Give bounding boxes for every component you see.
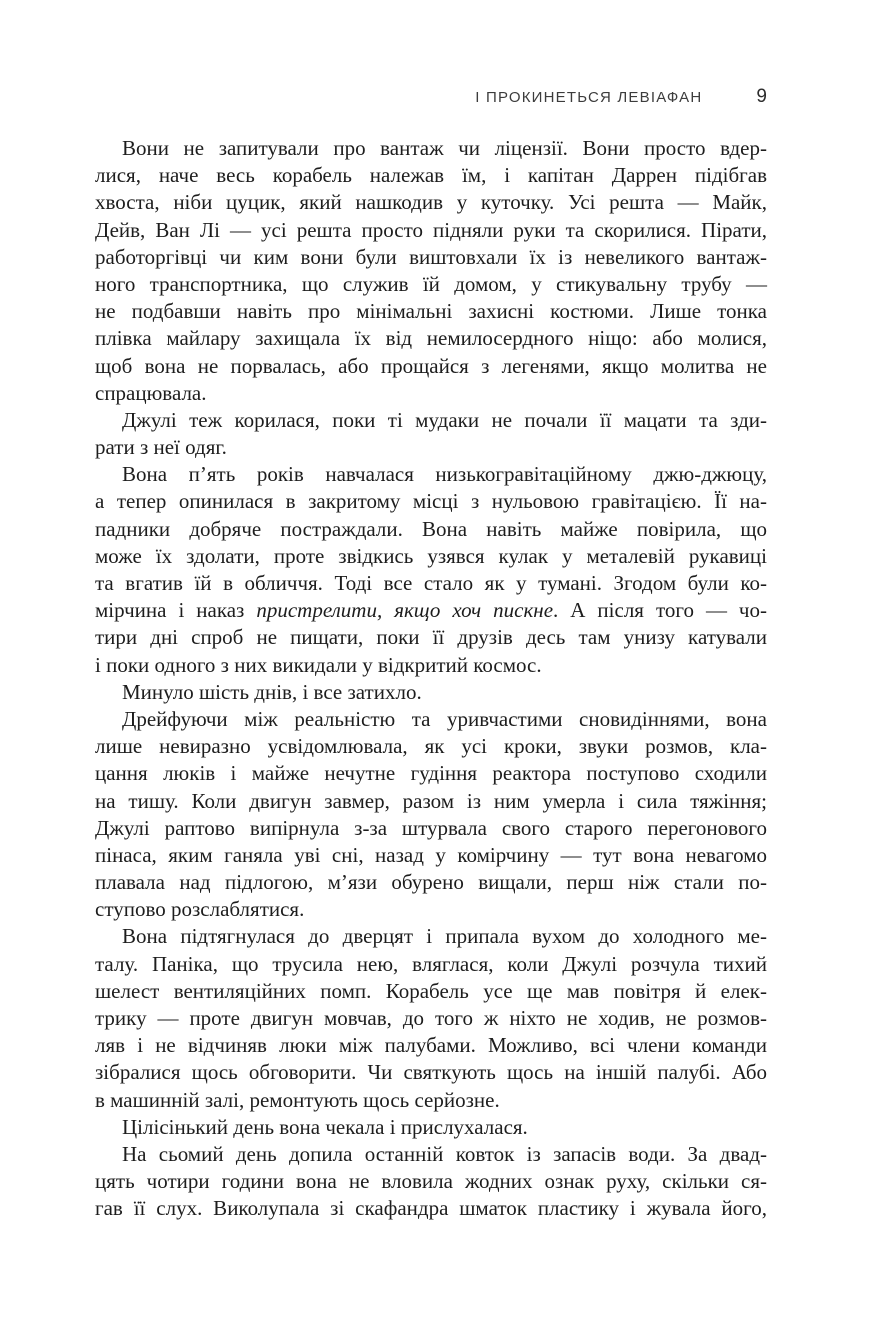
text-line: Вона підтягнулася до дверцят і припала вухом до холодного ме- [122,924,767,949]
text-line: цання люків і майже нечутне гудіння реактора поступово сходили [95,761,767,786]
running-title: І ПРОКИНЕТЬСЯ ЛЕВІАФАН [475,89,703,106]
text-line: зібралися щось обговорити. Чи святкують щось на іншій палубі. Або [95,1060,767,1085]
text-line: плавала над підлогою, м’язи обурено вищали, перш ніж стали по- [95,870,767,895]
text-line [95,597,767,624]
text-line: не подбавши навіть про мінімальні захисні костюми. Лише тонка [95,299,767,324]
text-line: хвоста, ніби цуцик, який нашкодив у куточку. Усі решта — Майк, [95,190,767,215]
text-line: Цілісінький день вона чекала і прислухалася. [122,1114,528,1139]
text-line: Вони не запитували про вантаж чи ліцензії. Вони просто вдер- [122,136,767,160]
text-line: на тишу. Коли двигун завмер, разом із ним умерла і сила тяжіння; [95,788,767,813]
page-number: 9 [756,86,767,107]
text-line: пінаса, яким ганяла уві сні, назад у комірчину — тут вона невагомо [95,842,767,867]
page-body-text [95,135,767,1223]
text-line: в машинній залі, ремонтують щось серйозне. [95,1087,500,1112]
text-line: гав її слух. Виколупала зі скафандра шматок пластику і жувала його, [95,1196,767,1221]
text-line: шелест вентиляційних помп. Корабель усе ще мав повітря й елек- [95,978,767,1003]
text-line: ного транспортника, що служив їй домом, у стикувальну трубу — [95,271,767,296]
text-line: Дрейфуючи між реальністю та уривчастими сновидіннями, вона [122,706,767,731]
text-line: На сьомий день допила останній ковток із запасів води. За двад- [122,1141,767,1166]
text-line: лише невиразно усвідомлювала, як усі кроки, звуки розмов, кла- [95,734,767,759]
text-line: талу. Паніка, що трусила нею, вляглася, коли Джулі розчула тихий [95,951,767,976]
text-line: і поки одного з них викидали у відкритий космос. [95,652,542,677]
text-line: ступово розслаблятися. [95,897,305,922]
text-line: може їх здолати, проте звідкись узявся кулак у металевій рукавиці [95,543,767,568]
text-span: . А після того — чо- [553,598,767,623]
text-line: Минуло шість днів, і все затихло. [122,679,422,704]
text-line: трику — проте двигун мовчав, до того ж ніхто не ходив, не розмов- [95,1006,767,1030]
text-line: лися, наче весь корабель належав їм, і капітан Даррен підібгав [95,163,767,188]
text-line: щоб вона не порвалась, або прощайся з легенями, якщо молитва не [95,353,767,378]
text-line: Джулі теж корилася, поки ті мудаки не почали її мацати та зди- [122,407,767,432]
text-span: мірчина і наказ [95,598,257,623]
text-line: плівка майлару захищала їх від немилосердного ніщо: або молися, [95,326,767,351]
text-line: тири дні спроб не пищати, поки її друзів десь там унизу катували [95,625,767,650]
italic-phrase: пристрелити, якщо хоч пискне [256,598,554,623]
text-line: рати з неї одяг. [95,435,227,460]
text-line: спрацювала. [95,380,207,405]
text-line: Джулі раптово випірнула з-за штурвала свого старого перегонового [95,815,767,840]
text-line: ляв і не відчиняв люки між палубами. Можливо, всі члени команди [95,1033,767,1058]
text-line: работоргівці чи ким вони були виштовхали їх із невеликого вантаж- [95,244,767,269]
text-line: цять чотири години вона не вловила жодних ознак руху, скільки ся- [95,1169,767,1194]
page-header [95,86,767,108]
text-line: Вона п’ять років навчалася низькогравітаційному джю-джюцу, [122,462,767,487]
text-line: падники добряче постраждали. Вона навіть майже повірила, що [95,516,767,541]
text-line: а тепер опинилася в закритому місці з нульовою гравітацією. Її на- [95,489,767,514]
text-line: та вгатив їй в обличчя. Тоді все стало як у тумані. Згодом були ко- [95,571,767,595]
text-line: Дейв, Ван Лі — усі решта просто підняли руки та скорилися. Пірати, [95,217,767,242]
